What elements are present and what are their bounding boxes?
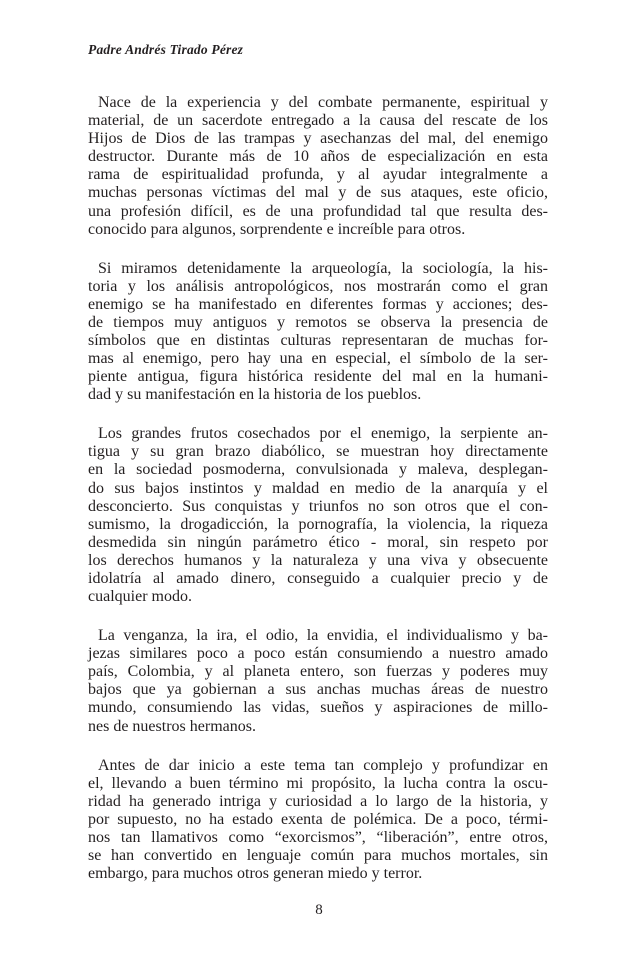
text-line: enemigo se ha manifestado en diferentes formas y acciones; des-	[88, 295, 548, 313]
text-line: toria y los análisis antropológicos, nos mostrarán como el gran	[88, 277, 548, 295]
body-text	[88, 94, 548, 883]
text-line: ridad ha generado intriga y curiosidad a lo largo de la historia, y	[88, 792, 548, 810]
paragraph	[88, 94, 548, 239]
paragraph	[88, 260, 548, 405]
text-line: La venganza, la ira, el odio, la envidia, el individualismo y ba-	[98, 627, 548, 645]
text-line: conocido para algunos, sorprendente e increíble para otros.	[88, 220, 466, 238]
text-line: cualquier modo.	[88, 588, 192, 606]
text-line: Antes de dar inicio a este tema tan complejo y profundizar en	[98, 756, 548, 774]
text-line: los derechos humanos y la naturaleza y una viva y obsecuente	[88, 551, 548, 569]
paragraph	[88, 757, 548, 884]
text-line: rama de espiritualidad profunda, y al ayudar integralmente a	[88, 166, 548, 184]
paragraph	[88, 425, 548, 606]
text-line: bajos que ya gobiernan a sus anchas muchas áreas de nuestro	[88, 681, 548, 699]
text-line: una profesión difícil, es de una profundidad tal que resulta des-	[88, 202, 548, 220]
text-line: embargo, para muchos otros generan miedo y terror.	[88, 865, 423, 883]
page-number: 8	[315, 902, 323, 918]
paragraph	[88, 627, 548, 736]
text-line: Hijos de Dios de las trampas y asechanzas del mal, del enemigo	[88, 130, 548, 148]
text-line: Nace de la experiencia y del combate permanente, espiritual y	[98, 94, 548, 111]
text-line: de tiempos muy antiguos y remotos se observa la presencia de	[88, 313, 548, 331]
text-line: Los grandes frutos cosechados por el enemigo, la serpiente an-	[98, 425, 548, 443]
text-line: desmedida sin ningún parámetro ético - moral, sin respeto por	[88, 533, 548, 551]
text-line: Si miramos detenidamente la arqueología, la sociología, la his-	[98, 259, 548, 277]
text-line: por supuesto, no ha estado exenta de polémica. De a poco, térmi-	[88, 810, 548, 828]
text-line: sumismo, la drogadicción, la pornografía, la violencia, la riqueza	[88, 515, 548, 533]
text-line: destructor. Durante más de 10 años de especialización en esta	[88, 148, 548, 166]
text-line: se han convertido en lenguaje común para muchos mortales, sin	[88, 847, 548, 865]
text-line: símbolos que en distintas culturas representaran de muchas for-	[88, 332, 548, 350]
text-line: tigua y su gran brazo diabólico, se muestran hoy directamente	[88, 443, 548, 461]
text-line: país, Colombia, y al planeta entero, son fuerzas y poderes muy	[88, 663, 548, 681]
text-line: jezas similares poco a poco están consumiendo a nuestro amado	[88, 645, 548, 663]
text-line: dad y su manifestación en la historia de los pueblos.	[88, 386, 422, 404]
text-line: mundo, consumiendo las vidas, sueños y aspiraciones de millo-	[88, 699, 548, 717]
text-line: material, de un sacerdote entregado a la causa del rescate de los	[88, 112, 548, 130]
text-line: nos tan llamativos como “exorcismos”, “liberación”, entre otros,	[88, 828, 548, 846]
text-line: el, llevando a buen término mi propósito, la lucha contra la oscu-	[88, 774, 548, 792]
text-line: do sus bajos instintos y maldad en medio de la anarquía y el	[88, 479, 548, 497]
text-line: en la sociedad posmoderna, convulsionada y maleva, desplegan-	[88, 461, 548, 479]
text-line: mas al enemigo, pero hay una en especial, el símbolo de la ser-	[88, 350, 548, 368]
text-line: muchas personas víctimas del mal y de sus ataques, este oficio,	[88, 184, 548, 202]
running-head: Padre Andrés Tirado Pérez	[88, 42, 244, 57]
text-line: nes de nuestros hermanos.	[88, 717, 256, 735]
text-line: desconcierto. Sus conquistas y triunfos no son otros que el con-	[88, 497, 548, 515]
text-line: idolatría al amado dinero, conseguido a cualquier precio y de	[88, 570, 548, 588]
text-line: piente antigua, figura histórica residente del mal en la humani-	[88, 368, 548, 386]
